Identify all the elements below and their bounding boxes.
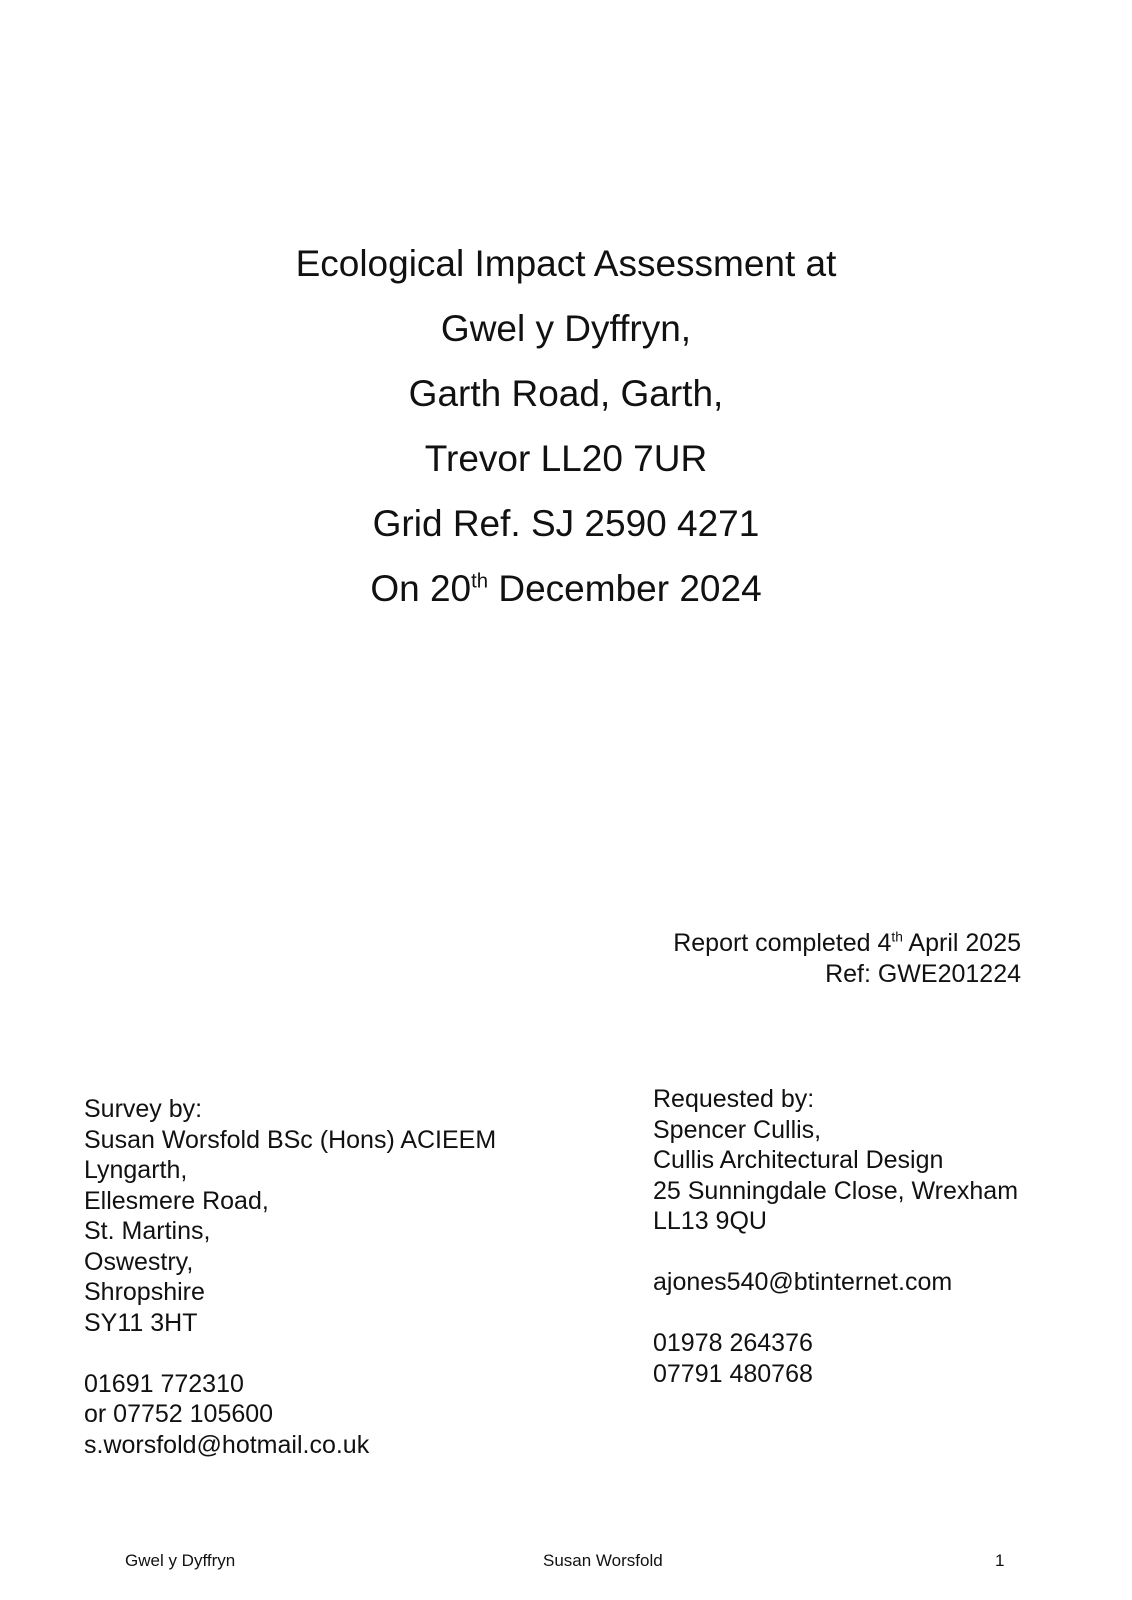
surveyor-name: Susan Worsfold BSc (Hons) ACIEEM: [84, 1125, 497, 1154]
surveyor-address-line: St. Martins,: [84, 1217, 211, 1245]
footer-author: Susan Worsfold: [543, 1551, 663, 1570]
spacer: [653, 1237, 1018, 1268]
report-reference: Ref: GWE201224: [825, 960, 1021, 988]
surveyor-address-line: Ellesmere Road,: [84, 1186, 269, 1215]
requested-by-block: [653, 1084, 1018, 1389]
report-completed-prefix: Report completed 4: [673, 929, 892, 957]
client-name: Spencer Cullis,: [653, 1115, 822, 1144]
survey-date-rest: December 2024: [488, 568, 762, 609]
client-address: 25 Sunningdale Close, Wrexham: [653, 1176, 1019, 1205]
client-mobile: 07791 480768: [653, 1359, 813, 1388]
client-phone: 01978 264376: [653, 1329, 813, 1357]
survey-by-block: [84, 1094, 496, 1460]
title-line-3: Garth Road, Garth,: [408, 373, 724, 414]
grid-reference: Grid Ref. SJ 2590 4271: [372, 503, 760, 544]
surveyor-address-line: Oswestry,: [84, 1247, 194, 1276]
surveyor-address-line: Lyngarth,: [84, 1156, 188, 1184]
surveyor-phone: 01691 772310: [84, 1369, 244, 1398]
survey-heading: Survey by:: [84, 1095, 203, 1123]
client-company: Cullis Architectural Design: [653, 1146, 944, 1174]
footer-site-name: Gwel y Dyffryn: [125, 1551, 236, 1570]
report-completed: [673, 928, 1021, 959]
surveyor-email: s.worsfold@hotmail.co.uk: [84, 1430, 370, 1459]
spacer: [84, 1338, 496, 1369]
report-completed-ordinal: th: [891, 929, 903, 945]
survey-date: [0, 569, 1132, 609]
document-title-block: [0, 244, 1132, 634]
spacer: [653, 1298, 1018, 1329]
report-completed-rest: April 2025: [902, 929, 1021, 957]
survey-date-prefix: On 20: [370, 568, 472, 609]
client-postcode: LL13 9QU: [653, 1207, 767, 1235]
report-meta: [673, 928, 1021, 990]
surveyor-address-line: Shropshire: [84, 1278, 205, 1306]
title-line-2: Gwel y Dyffryn,: [440, 308, 692, 349]
title-line-1: Ecological Impact Assessment at: [295, 243, 837, 284]
surveyor-mobile: or 07752 105600: [84, 1400, 274, 1428]
surveyor-postcode: SY11 3HT: [84, 1308, 198, 1337]
footer-page-number: 1: [995, 1551, 1005, 1570]
title-line-4: Trevor LL20 7UR: [424, 438, 708, 479]
client-email: ajones540@btinternet.com: [653, 1268, 953, 1296]
requested-heading: Requested by:: [653, 1085, 815, 1113]
survey-date-ordinal: th: [471, 570, 489, 593]
